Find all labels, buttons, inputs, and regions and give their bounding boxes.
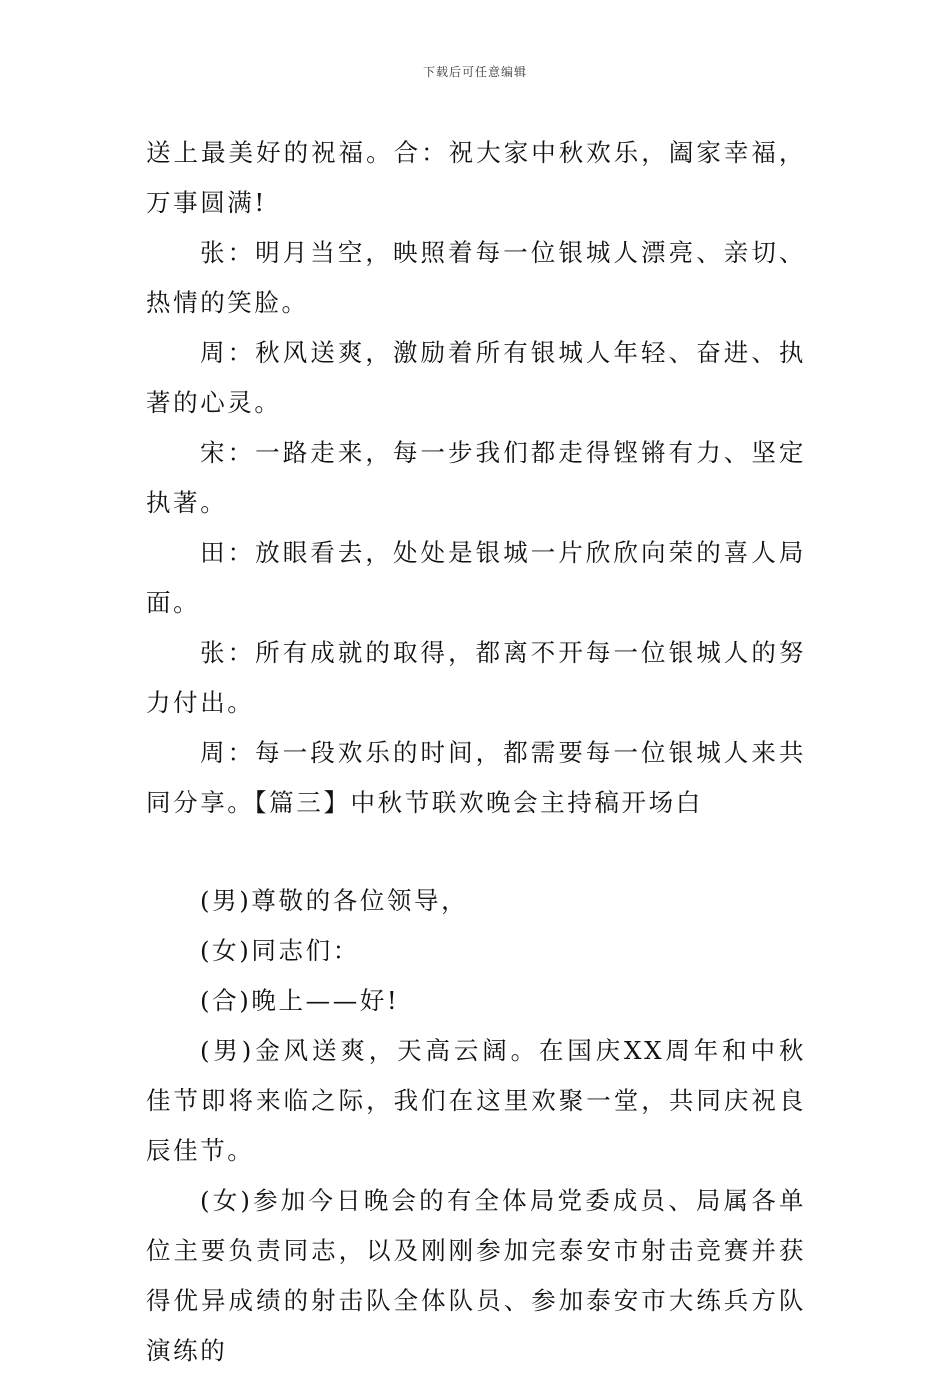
section-spacer — [146, 828, 806, 876]
paragraph-male-greeting: (男)尊敬的各位领导， — [200, 886, 469, 915]
paragraph-song-journey: 宋：一路走来，每一步我们都走得铿锵有力、坚定执著。 — [146, 438, 806, 517]
paragraph-zhou-share-section-three: 周：每一段欢乐的时间，都需要每一位银城人来共同分享。【篇三】中秋节联欢晚会主持稿开场白 — [146, 738, 806, 817]
paragraph-female-attendees: (女)参加今日晚会的有全体局党委成员、局属各单位主要负责同志，以及刚刚参加完泰安市射击竞赛并获得优异成绩的射击队全体队员、参加泰安市大练兵方队演练的 — [146, 1186, 806, 1365]
paragraph-closing-blessing: 送上最美好的祝福。合：祝大家中秋欢乐，阖家幸福，万事圆满! — [146, 138, 806, 217]
paragraph-tian-prosperity: 田：放眼看去，处处是银城一片欣欣向荣的喜人局面。 — [146, 538, 806, 617]
paragraph-zhou-autumn-wind: 周：秋风送爽，激励着所有银城人年轻、奋进、执著的心灵。 — [146, 338, 806, 417]
paragraph-zhang-moon: 张：明月当空，映照着每一位银城人漂亮、亲切、热情的笑脸。 — [146, 238, 806, 317]
page-header-note: 下载后可任意编辑 — [422, 65, 527, 79]
paragraph-zhang-achievements: 张：所有成就的取得，都离不开每一位银城人的努力付出。 — [146, 638, 806, 717]
paragraph-female-comrades: (女)同志们： — [200, 936, 360, 965]
paragraph-male-golden-wind: (男)金风送爽，天高云阔。在国庆XX周年和中秋佳节即将来临之际，我们在这里欢聚一堂，共同庆祝良辰佳节。 — [146, 1036, 806, 1165]
paragraph-together-evening: (合)晚上——好! — [200, 986, 400, 1015]
document-body — [146, 128, 806, 1376]
